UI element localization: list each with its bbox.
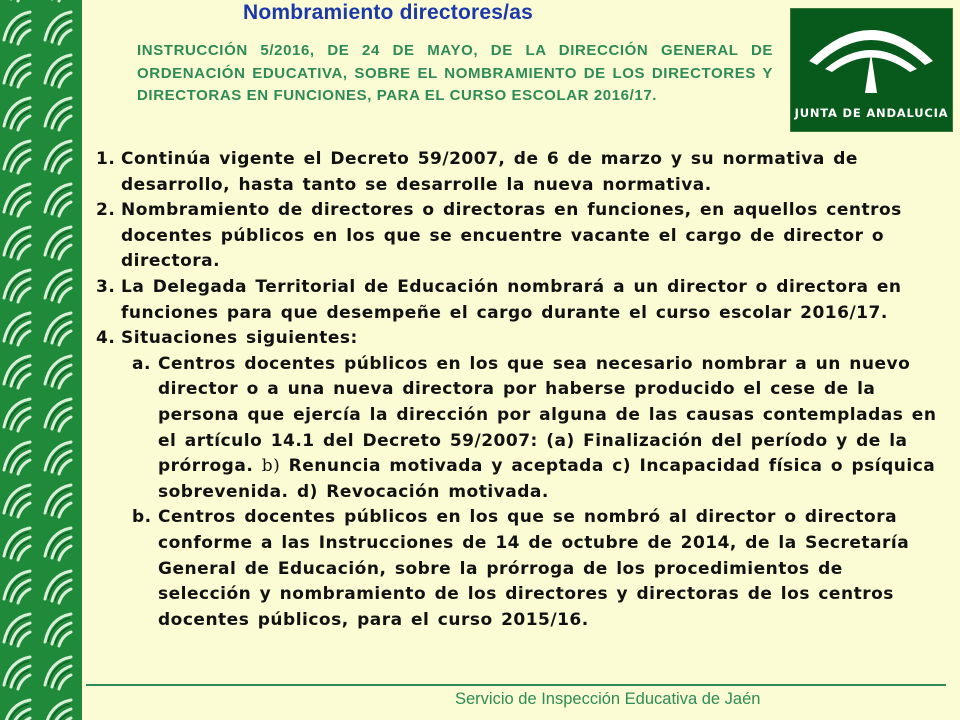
item-text: Nombramiento de directores o directoras en funciones, en aquellos centros docentes públicos en los que se encuentre vacante el cargo de director o directora. [121, 200, 902, 272]
subitem-text-part2: Renuncia motivada y aceptada c) Incapacidad física o psíquica sobrevenida. d) Revocación motivada. [158, 456, 936, 502]
item-number: 4. [96, 328, 116, 349]
footer-text: Servicio de Inspección Educativa de Jaén [455, 690, 761, 708]
junta-de-andalucia-logo [790, 8, 953, 132]
subitem-text: Centros docentes públicos en los que se nombró al director o directora conforme a las Instrucciones de 14 de octubre de 2014, de la Secretaría General de Educación, sobre la prórroga de los procedimientos de selección y nombramiento de los directores y directoras de los centros docentes públicos, para el curso 2015/16. [158, 507, 910, 630]
subitem-serif-marker: b) [261, 456, 281, 477]
list-item [96, 275, 942, 326]
item-number: 2. [96, 200, 116, 221]
list-item [96, 198, 942, 275]
list-item [96, 326, 942, 352]
subitem-letter: a. [132, 353, 151, 374]
logo-label: JUNTA DE ANDALUCIA [794, 106, 949, 120]
item-text: La Delegada Territorial de Educación nombrará a un director o directora en funciones para que desempeñe el cargo durante el curso escolar 2016/17. [121, 276, 902, 323]
instruction-points [96, 147, 942, 633]
decorative-sidebar [0, 0, 82, 720]
sublist-item [132, 352, 942, 506]
wave-pattern [0, 0, 82, 720]
instruction-reference: INSTRUCCIÓN 5/2016, DE 24 DE MAYO, DE LA DIRECCIÓN GENERAL DE ORDENACIÓN EDUCATIVA, SOBRE EL NOMBRAMIENTO DE LOS DIRECTORES Y DIRECTORAS EN FUNCIONES, PARA EL CURSO ESCOLAR 2016/17. [137, 42, 773, 104]
situations-sublist [96, 352, 942, 634]
item-number: 1. [96, 149, 116, 169]
item-text: Continúa vigente el Decreto 59/2007, de 6 de marzo y su normativa de desarrollo, hasta tanto se desarrolle la nueva normativa. [121, 149, 858, 195]
item-text: Situaciones siguientes: [121, 328, 358, 349]
footer-divider [86, 684, 946, 686]
list-item [96, 147, 942, 198]
page-title: Nombramiento directores/as [243, 1, 533, 24]
subitem-text [158, 352, 942, 506]
subitem-text-part1: Centros docentes públicos en los que sea necesario nombrar a un nuevo director o a una nueva directora por haberse producido el cese de la persona que ejercía la dirección por alguna de las causas contempladas en el artículo 14.1 del Decreto 59/2007: (a) Finalización del período y de la prórroga. [158, 353, 937, 477]
item-number: 3. [96, 276, 116, 297]
subitem-letter: b. [132, 507, 152, 528]
sublist-item [132, 505, 942, 633]
